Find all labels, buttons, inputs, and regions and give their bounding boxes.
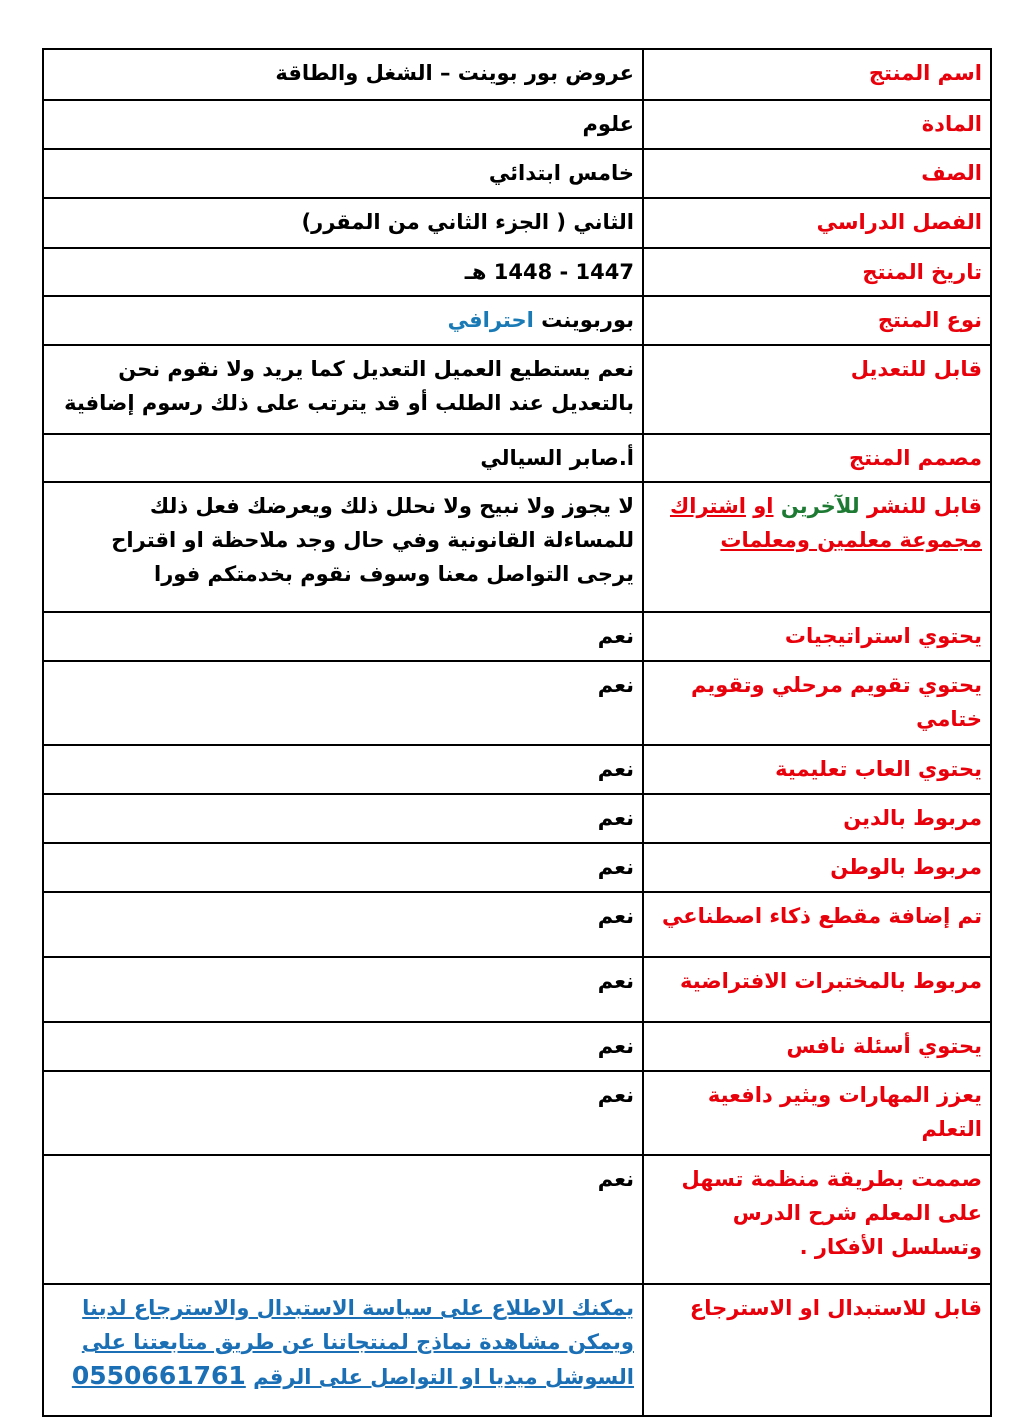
publish-policy-text: لا يجوز ولا نبيح ولا نحلل ذلك ويعرضك فعل ذلك للمساءلة القانونية وفي حال وجد ملاحظة او اقتراح يرجى التواصل معنا وسوف نقوم بخدمتكم فورا	[43, 482, 643, 612]
row-value: نعم	[43, 957, 643, 1022]
row-label: يحتوي تقويم مرحلي وتقويم ختامي	[643, 661, 991, 745]
table-row	[43, 612, 991, 661]
table-row	[43, 434, 991, 482]
row-value	[43, 1284, 643, 1416]
row-value	[43, 296, 643, 345]
phone-number-link[interactable]: 0550661761	[71, 1361, 246, 1390]
row-label: المادة	[643, 100, 991, 149]
table-row	[43, 1155, 991, 1284]
table-row	[43, 248, 991, 296]
publish-label-4: اشتراك مجموعة معلمين ومعلمات	[670, 494, 982, 552]
row-value: 1447 - 1448 هـ	[43, 248, 643, 296]
row-label: نوع المنتج	[643, 296, 991, 345]
row-value: الثاني ( الجزء الثاني من المقرر)	[43, 198, 643, 248]
row-label: اسم المنتج	[643, 49, 991, 100]
product-type-main: بوربوينت	[541, 308, 634, 332]
row-value: نعم	[43, 794, 643, 843]
row-value: نعم	[43, 1155, 643, 1284]
table-row	[43, 296, 991, 345]
table-row	[43, 843, 991, 892]
product-info-table	[42, 48, 992, 1417]
table-row	[43, 661, 991, 745]
row-value: نعم	[43, 843, 643, 892]
row-label: تاريخ المنتج	[643, 248, 991, 296]
row-value: عروض بور بوينت – الشغل والطاقة	[43, 49, 643, 100]
row-label	[643, 482, 991, 612]
row-value: خامس ابتدائي	[43, 149, 643, 198]
table-row	[43, 49, 991, 100]
table-row	[43, 1071, 991, 1155]
row-label: مربوط بالمختبرات الافتراضية	[643, 957, 991, 1022]
row-value: علوم	[43, 100, 643, 149]
row-label: يحتوي العاب تعليمية	[643, 745, 991, 794]
row-value: نعم	[43, 1022, 643, 1071]
table-row	[43, 149, 991, 198]
table-row	[43, 345, 991, 434]
table-row	[43, 482, 991, 612]
table-row	[43, 100, 991, 149]
row-value: نعم	[43, 661, 643, 745]
publish-label-3: او	[753, 494, 774, 518]
row-label: يعزز المهارات ويثير دافعية التعلم	[643, 1071, 991, 1155]
row-label: مصمم المنتج	[643, 434, 991, 482]
table-row	[43, 1022, 991, 1071]
exchange-policy-link[interactable]: يمكنك الاطلاع على سياسة الاستبدال والاسترجاع لدينا ويمكن مشاهدة نماذج لمنتجاتنا عن طريق متابعتنا على السوشل ميديا او التواصل على الرقم	[81, 1296, 634, 1389]
table-row	[43, 198, 991, 248]
table-row	[43, 892, 991, 957]
row-label: تم إضافة مقطع ذكاء اصطناعي	[643, 892, 991, 957]
row-label: قابل للاستبدال او الاسترجاع	[643, 1284, 991, 1416]
row-label: مربوط بالوطن	[643, 843, 991, 892]
publish-label-1: قابل للنشر	[866, 494, 982, 518]
table-row	[43, 794, 991, 843]
row-label: قابل للتعديل	[643, 345, 991, 434]
row-value: نعم	[43, 745, 643, 794]
row-label: مربوط بالدين	[643, 794, 991, 843]
row-label: يحتوي أسئلة نافس	[643, 1022, 991, 1071]
table-row	[43, 745, 991, 794]
row-value: نعم	[43, 892, 643, 957]
row-label: الفصل الدراسي	[643, 198, 991, 248]
row-value: نعم	[43, 612, 643, 661]
row-label: الصف	[643, 149, 991, 198]
product-type-accent: احترافي	[447, 308, 534, 332]
designer-name: أ.صابر السيالي	[43, 434, 643, 482]
row-label: صممت بطريقة منظمة تسهل على المعلم شرح الدرس وتسلسل الأفكار .	[643, 1155, 991, 1284]
table-row	[43, 1284, 991, 1416]
publish-label-2: للآخرين	[780, 494, 860, 518]
row-label: يحتوي استراتيجيات	[643, 612, 991, 661]
table-row	[43, 957, 991, 1022]
row-value: نعم يستطيع العميل التعديل كما يريد ولا نقوم نحن بالتعديل عند الطلب أو قد يترتب على ذلك رسوم إضافية	[43, 345, 643, 434]
row-value: نعم	[43, 1071, 643, 1155]
